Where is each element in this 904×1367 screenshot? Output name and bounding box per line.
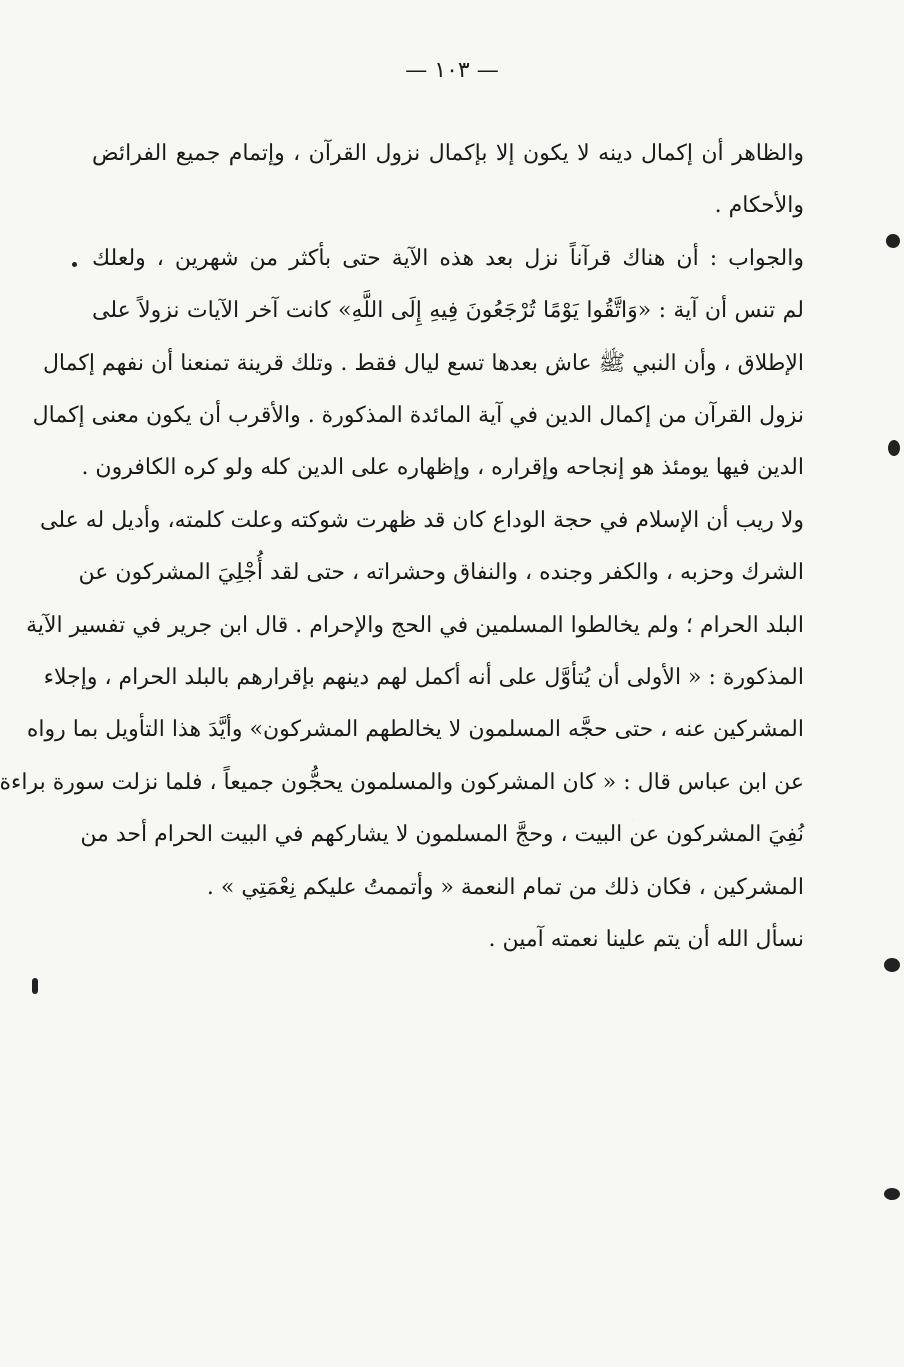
text-line: والظاهر أن إكمال دينه لا يكون إلا بإكمال نزول القرآن ، وإتمام جميع الفرائض bbox=[92, 141, 804, 166]
scan-mark bbox=[32, 978, 38, 994]
text-line: المشركين عنه ، حتى حجَّه المسلمون لا يخالطهم المشركون» وأيَّدَ هذا التأويل بما رواه bbox=[26, 717, 804, 743]
text-line: نسأل الله أن يتم علينا نعمته آمين . bbox=[488, 927, 804, 953]
scan-mark bbox=[72, 262, 77, 267]
text-line: والجواب : أن هناك قرآناً نزل بعد هذه الآية حتى بأكثر من شهرين ، ولعلك bbox=[92, 245, 804, 271]
text-line: البلد الحرام ؛ ولم يخالطوا المسلمين في الحج والإحرام . قال ابن جرير في تفسير الآية bbox=[26, 612, 804, 638]
page-number: — ١٠٣ — bbox=[405, 58, 499, 83]
paragraph-3 bbox=[92, 914, 804, 966]
text-line: نزول القرآن من إكمال الدين في آية المائدة المذكورة . والأقرب أن يكون معنى إكمال bbox=[32, 403, 804, 429]
body-text bbox=[0, 128, 804, 967]
paragraph-2 bbox=[0, 233, 804, 914]
scan-mark bbox=[884, 1188, 900, 1200]
text-line: والأحكام . bbox=[714, 193, 804, 219]
scan-mark bbox=[888, 440, 900, 456]
text-line: الدين فيها يومئذ هو إنجاحه وإقراره ، وإظهاره على الدين كله ولو كره الكافرون . bbox=[81, 455, 804, 481]
scan-mark bbox=[884, 958, 900, 972]
text-line: عن ابن عباس قال : « كان المشركون والمسلمون يحجُّون جميعاً ، فلما نزلت سورة براءة bbox=[0, 769, 804, 795]
text-line: المشركين ، فكان ذلك من تمام النعمة « وأتممتُ عليكم نِعْمَتِي » . bbox=[206, 874, 804, 900]
text-line: ولا ريب أن الإسلام في حجة الوداع كان قد ظهرت شوكته وعلت كلمته، وأديل له على bbox=[39, 507, 804, 533]
text-line: الشرك وحزبه ، والكفر وجنده ، والنفاق وحشراته ، حتى لقد أُجْلِيَ المشركون عن bbox=[78, 560, 804, 586]
text-line: الإطلاق ، وأن النبي ﷺ عاش بعدها تسع ليال فقط . وتلك قرينة تمنعنا أن نفهم إكمال bbox=[42, 350, 804, 376]
text-line: المذكورة : « الأولى أن يُتأوَّل على أنه أكمل لهم دينهم بإقرارهم بالبلد الحرام ، وإجلاء bbox=[43, 665, 804, 691]
text-line: نُفِيَ المشركون عن البيت ، وحجَّ المسلمون لا يشاركهم في البيت الحرام أحد من bbox=[80, 822, 804, 848]
text-line: لم تنس أن آية : «وَاتَّقُوا يَوْمًا تُرْجَعُونَ فِيهِ إِلَى اللَّهِ» كانت آخر الآيات نزولاً على bbox=[92, 298, 804, 324]
paragraph-1 bbox=[92, 128, 804, 233]
scan-mark bbox=[886, 234, 900, 248]
